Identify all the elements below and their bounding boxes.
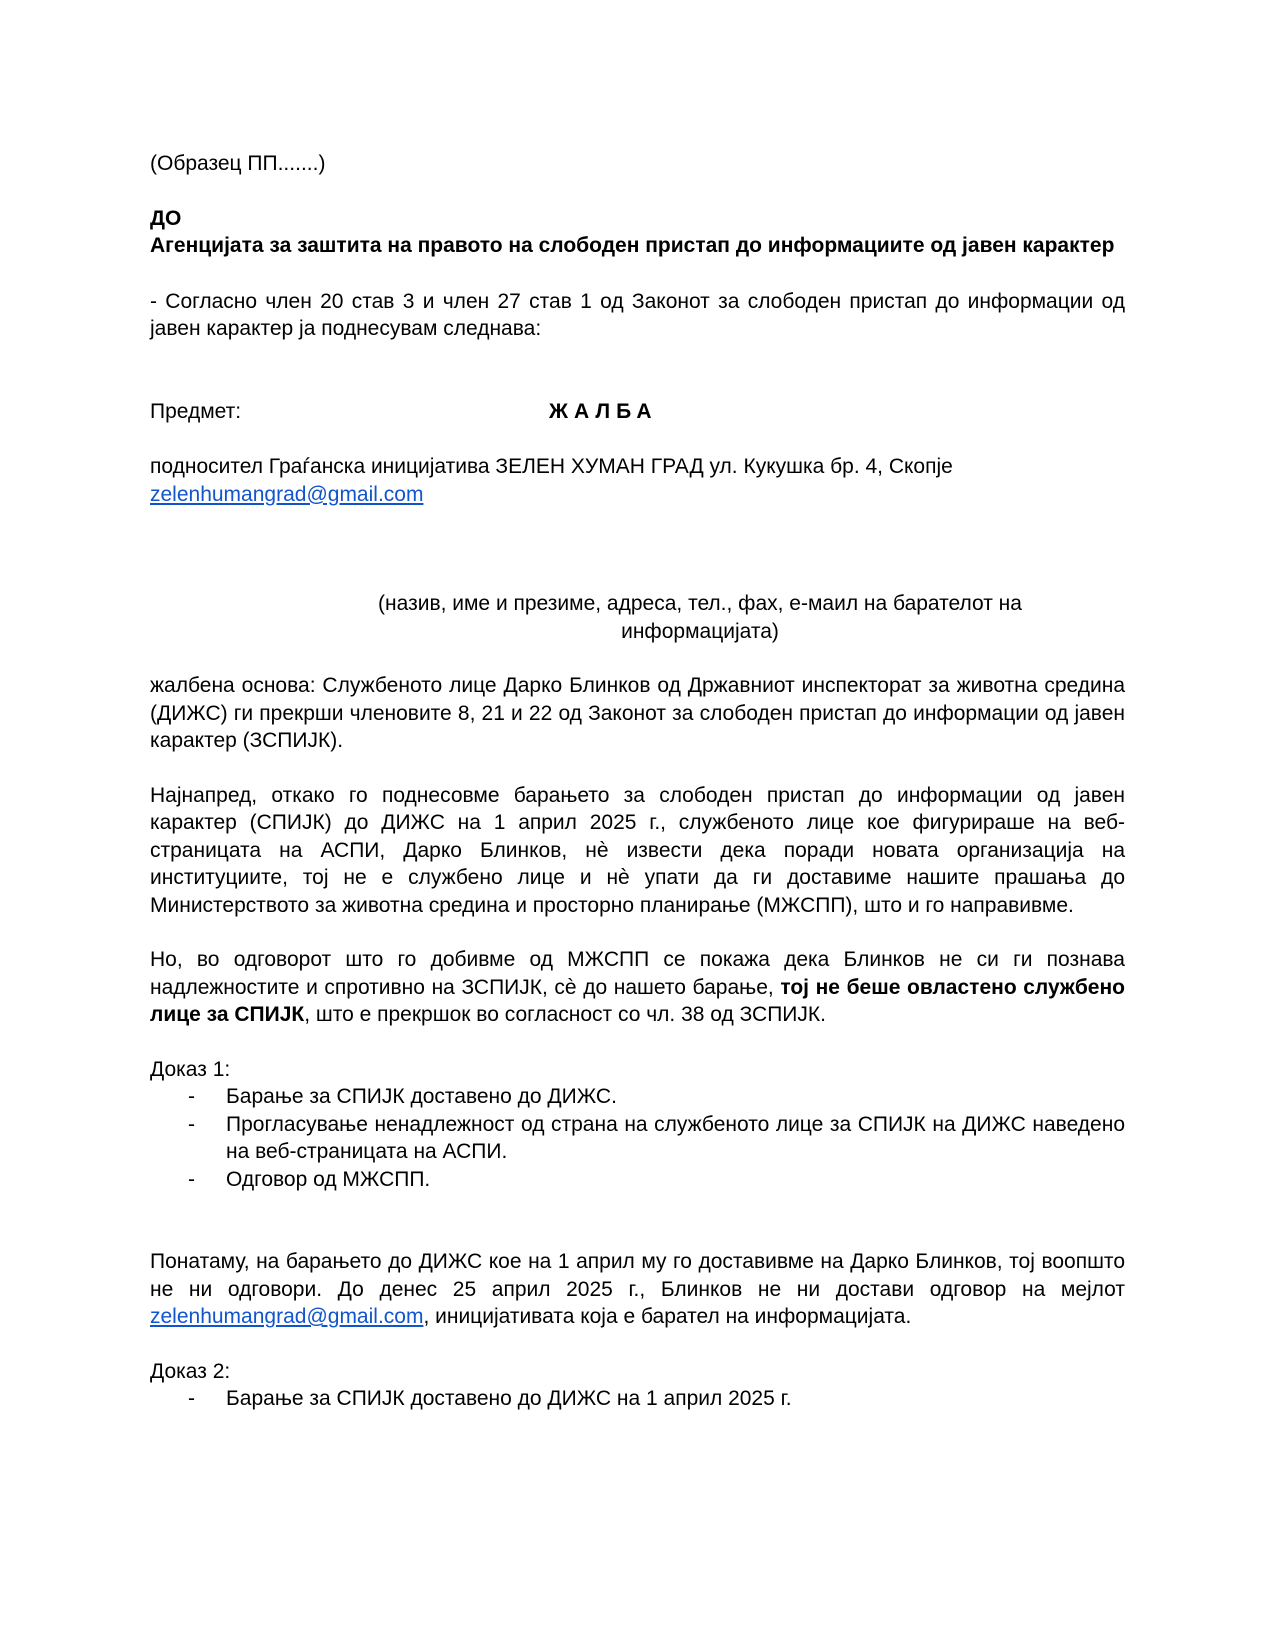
intro-paragraph: - Согласно член 20 став 3 и член 27 став 1 од Законот за слободен пристап до информации од јавен карактер ја поднесувам следнава: (150, 289, 1125, 340)
proof-2-list (150, 1385, 1125, 1413)
proof-1-label: Доказ 1: (150, 1057, 231, 1081)
list-item (150, 1111, 1125, 1166)
dash-bullet: - (188, 1112, 195, 1136)
dash-bullet: - (188, 1167, 195, 1191)
third-paragraph-end: , иницијативата која е барател на информацијата. (423, 1305, 912, 1328)
first-paragraph: Најнапред, откако го поднесовме барањето за слободен пристап до информации од јавен карактер (СПИЈК) до ДИЖС на 1 април 2025 г., службеното лице кое фигурираше на веб-страницата на АСПИ, Дарко Блинков, нè извести дека поради новата организација на институциите, тој не е службено лице и нè упати да ги доставиме нашите прашања до Министерството за животна средина и просторно планирање (МЖСПП), што и го направивме. (150, 783, 1125, 917)
subject-title: ЖАЛБА (549, 399, 658, 423)
dash-bullet: - (188, 1387, 195, 1410)
submitter-block (150, 453, 1125, 508)
proof-1-block (150, 1056, 1125, 1194)
form-label: (Образец ПП.......) (150, 152, 326, 175)
list-item-text: Барање за СПИЈК доставено до ДИЖС. (226, 1085, 617, 1108)
third-paragraph (150, 1248, 1125, 1331)
list-item-text: Прогласување ненадлежност од страна на службеното лице за СПИЈК на ДИЖС наведено на веб-страницата на АСПИ. (226, 1112, 1125, 1163)
proof-2-block (150, 1358, 1125, 1413)
second-paragraph-text: Но, во одговорот што го добивме од МЖСПП се покажа дека Блинков не си ги познава надлежностите и спротивно на ЗСПИЈК, сè до нашето барање, (150, 948, 1125, 999)
submitter-email-link[interactable]: zelenhumangrad@gmail.com (150, 482, 424, 506)
list-item-text: Одговор од МЖСПП. (226, 1167, 431, 1191)
subject-row (150, 398, 1125, 426)
second-paragraph-bold: тој не беше овластено службено лице за СПИЈК (150, 975, 1125, 1026)
second-paragraph-end: , што е прекршок во согласност со чл. 38 од ЗСПИЈК. (304, 1003, 826, 1026)
complaint-basis-paragraph: жалбена основа: Службеното лице Дарко Блинков од Државниот инспекторат за животна средина (ДИЖС) ги прекрши членовите 8, 21 и 22 од Законот за слободен пристап до информации од јавен карактер (ЗСПИЈК). (150, 674, 1125, 752)
list-item (150, 1385, 1125, 1413)
list-item (150, 1083, 1125, 1111)
subject-label: Предмет: (150, 399, 242, 423)
list-item (150, 1166, 1125, 1194)
second-paragraph (150, 946, 1125, 1029)
proof-1-list (150, 1083, 1125, 1193)
proof-2-label: Доказ 2: (150, 1359, 231, 1383)
submitter-note: (назив, име и презиме, адреса, тел., фах, е-маил на барателот на информацијата) (378, 592, 1022, 643)
document-body (150, 150, 1125, 1413)
recipient-agency: Агенцијата за заштита на правото на слободен пристап до информациите од јавен карактер (150, 234, 1115, 257)
recipient-prefix: ДО (150, 206, 182, 230)
dash-bullet: - (188, 1085, 195, 1108)
third-paragraph-email-link[interactable]: zelenhumangrad@gmail.com (150, 1305, 424, 1328)
list-item-text: Барање за СПИЈК доставено до ДИЖС на 1 април 2025 г. (226, 1387, 792, 1410)
submitter-text: подносител Граѓанска иницијатива ЗЕЛЕН ХУМАН ГРАД ул. Кукушка бр. 4, Скопје (150, 455, 953, 478)
third-paragraph-text: Понатаму, на барањето до ДИЖС кое на 1 април му го доставивме на Дарко Блинков, тој воопшто не ни одговори. До денес 25 април 2025 г., Блинков не ни достави одговор на мејлот (150, 1250, 1125, 1301)
